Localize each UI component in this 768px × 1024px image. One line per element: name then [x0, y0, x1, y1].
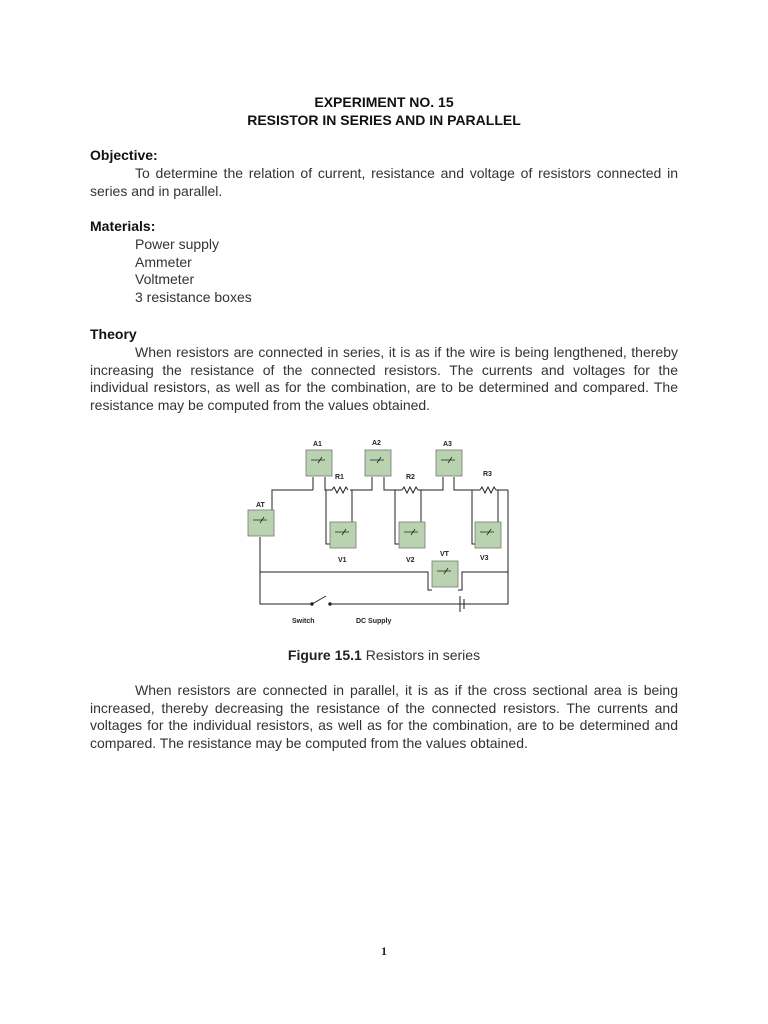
label-v3: V3: [480, 555, 489, 562]
ammeter-a1: [306, 450, 332, 476]
materials-item: Power supply: [135, 236, 220, 252]
theory-heading: Theory: [90, 326, 137, 342]
resistor-r3: [480, 487, 496, 493]
figure-caption-text: Resistors in series: [361, 647, 481, 663]
materials-heading: Materials:: [90, 218, 156, 234]
dc-supply-symbol: [338, 596, 476, 612]
label-switch: Switch: [292, 618, 315, 625]
materials-item: Ammeter: [135, 253, 192, 270]
switch-symbol: [300, 596, 338, 605]
experiment-number: EXPERIMENT NO. 15: [314, 94, 454, 110]
resistor-r1: [332, 487, 348, 493]
theory-paragraph-series: When resistors are connected in series, it is as if the wire is being lengthened, thereby increasing the resistance of the connected resistors. The currents and voltages for the individual resistors, as well as for the combination, are to be determined and compared. The resistance may be computed from the values obtained.: [90, 344, 678, 413]
materials-item: Voltmeter: [135, 271, 195, 287]
voltmeter-v3: [475, 522, 501, 548]
materials-item: 3 resistance boxes: [135, 288, 252, 305]
figure-caption-number: Figure 15.1: [287, 647, 362, 663]
objective-text: To determine the relation of current, resistance and voltage of resistors connected in series and in parallel.: [90, 165, 678, 199]
experiment-title: RESISTOR IN SERIES AND IN PARALLEL: [247, 112, 521, 128]
label-v1: V1: [338, 557, 347, 564]
meter-boxes: [248, 450, 501, 587]
label-dc-supply: DC Supply: [356, 618, 392, 625]
figure-caption: [90, 647, 678, 663]
voltmeter-v2: [399, 522, 425, 548]
label-a1: A1: [313, 441, 322, 448]
label-r1: R1: [335, 474, 344, 481]
ammeter-a2: [365, 450, 391, 476]
voltmeter-v1: [330, 522, 356, 548]
label-vt: VT: [440, 551, 449, 558]
page-number: 1: [381, 944, 387, 958]
theory-paragraph-parallel: When resistors are connected in parallel, it is as if the cross sectional area is being increased, thereby decreasing the resistance of the connected resistors. The currents and voltages for the individual resistors, as well as for the combination, are to be determined and compared. The resistance may be computed from the values obtained.: [90, 682, 678, 751]
label-r2: R2: [406, 474, 415, 481]
label-a2: A2: [372, 440, 381, 447]
ammeter-a3: [436, 450, 462, 476]
ammeter-at: [248, 510, 274, 536]
label-v2: V2: [406, 557, 415, 564]
label-a3: A3: [443, 441, 452, 448]
materials-list: [135, 236, 252, 306]
voltmeter-vt: [432, 561, 458, 587]
resistor-r2: [402, 487, 418, 493]
label-r3: R3: [483, 471, 492, 478]
series-circuit-figure: [240, 432, 520, 632]
label-at: AT: [256, 502, 265, 509]
objective-heading: Objective:: [90, 147, 158, 163]
